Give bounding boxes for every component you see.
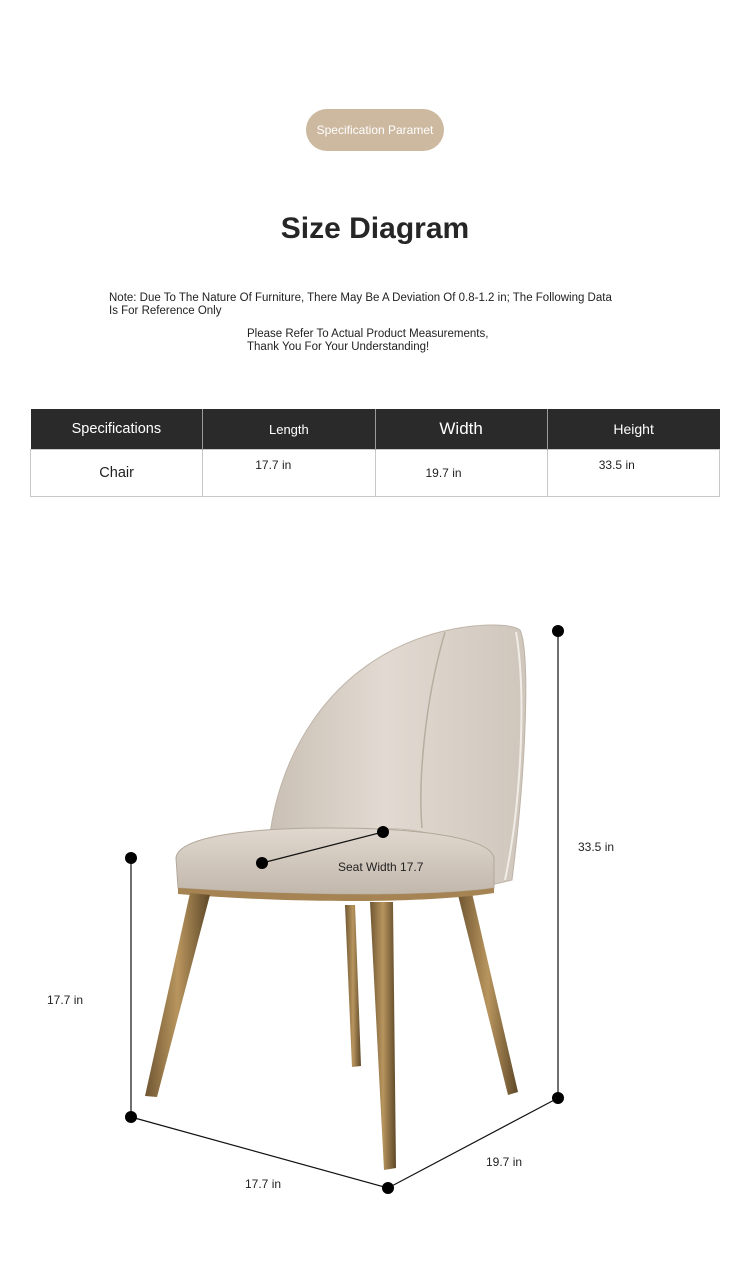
cell-height: 33.5 in	[547, 450, 719, 497]
width-label: 19.7 in	[486, 1155, 523, 1169]
seat-height-label: 17.7 in	[47, 993, 84, 1007]
marker-dot	[552, 625, 564, 637]
marker-dot	[256, 857, 268, 869]
note-line-4: Thank You For Your Understanding!	[247, 341, 430, 353]
page-title: Size Diagram	[280, 212, 470, 245]
header-length: Length	[203, 409, 375, 450]
width-dimension-line	[388, 1098, 558, 1188]
length-label: 17.7 in	[245, 1177, 282, 1191]
cell-name: Chair	[31, 450, 203, 497]
note-line-1: Note: Due To The Nature Of Furniture, There May Be A Deviation Of 0.8-1.2 in; The Following Data	[109, 292, 612, 304]
marker-dot	[125, 1111, 137, 1123]
seat-width-label: Seat Width 17.7	[338, 860, 424, 874]
cell-length: 17.7 in	[203, 450, 375, 497]
marker-dot	[552, 1092, 564, 1104]
marker-dot	[382, 1182, 394, 1194]
spec-parameter-pill: Specification Paramet	[306, 109, 444, 151]
marker-dot	[125, 852, 137, 864]
header-height: Height	[547, 409, 719, 450]
note-line-2: Is For Reference Only	[109, 305, 222, 317]
height-label: 33.5 in	[578, 840, 615, 854]
marker-dot	[377, 826, 389, 838]
note-line-3: Please Refer To Actual Product Measurements,	[247, 328, 489, 340]
cell-width: 19.7 in	[375, 450, 547, 497]
header-specifications: Specifications	[31, 409, 203, 450]
chair-illustration	[145, 625, 526, 1170]
header-width: Width	[375, 409, 547, 450]
